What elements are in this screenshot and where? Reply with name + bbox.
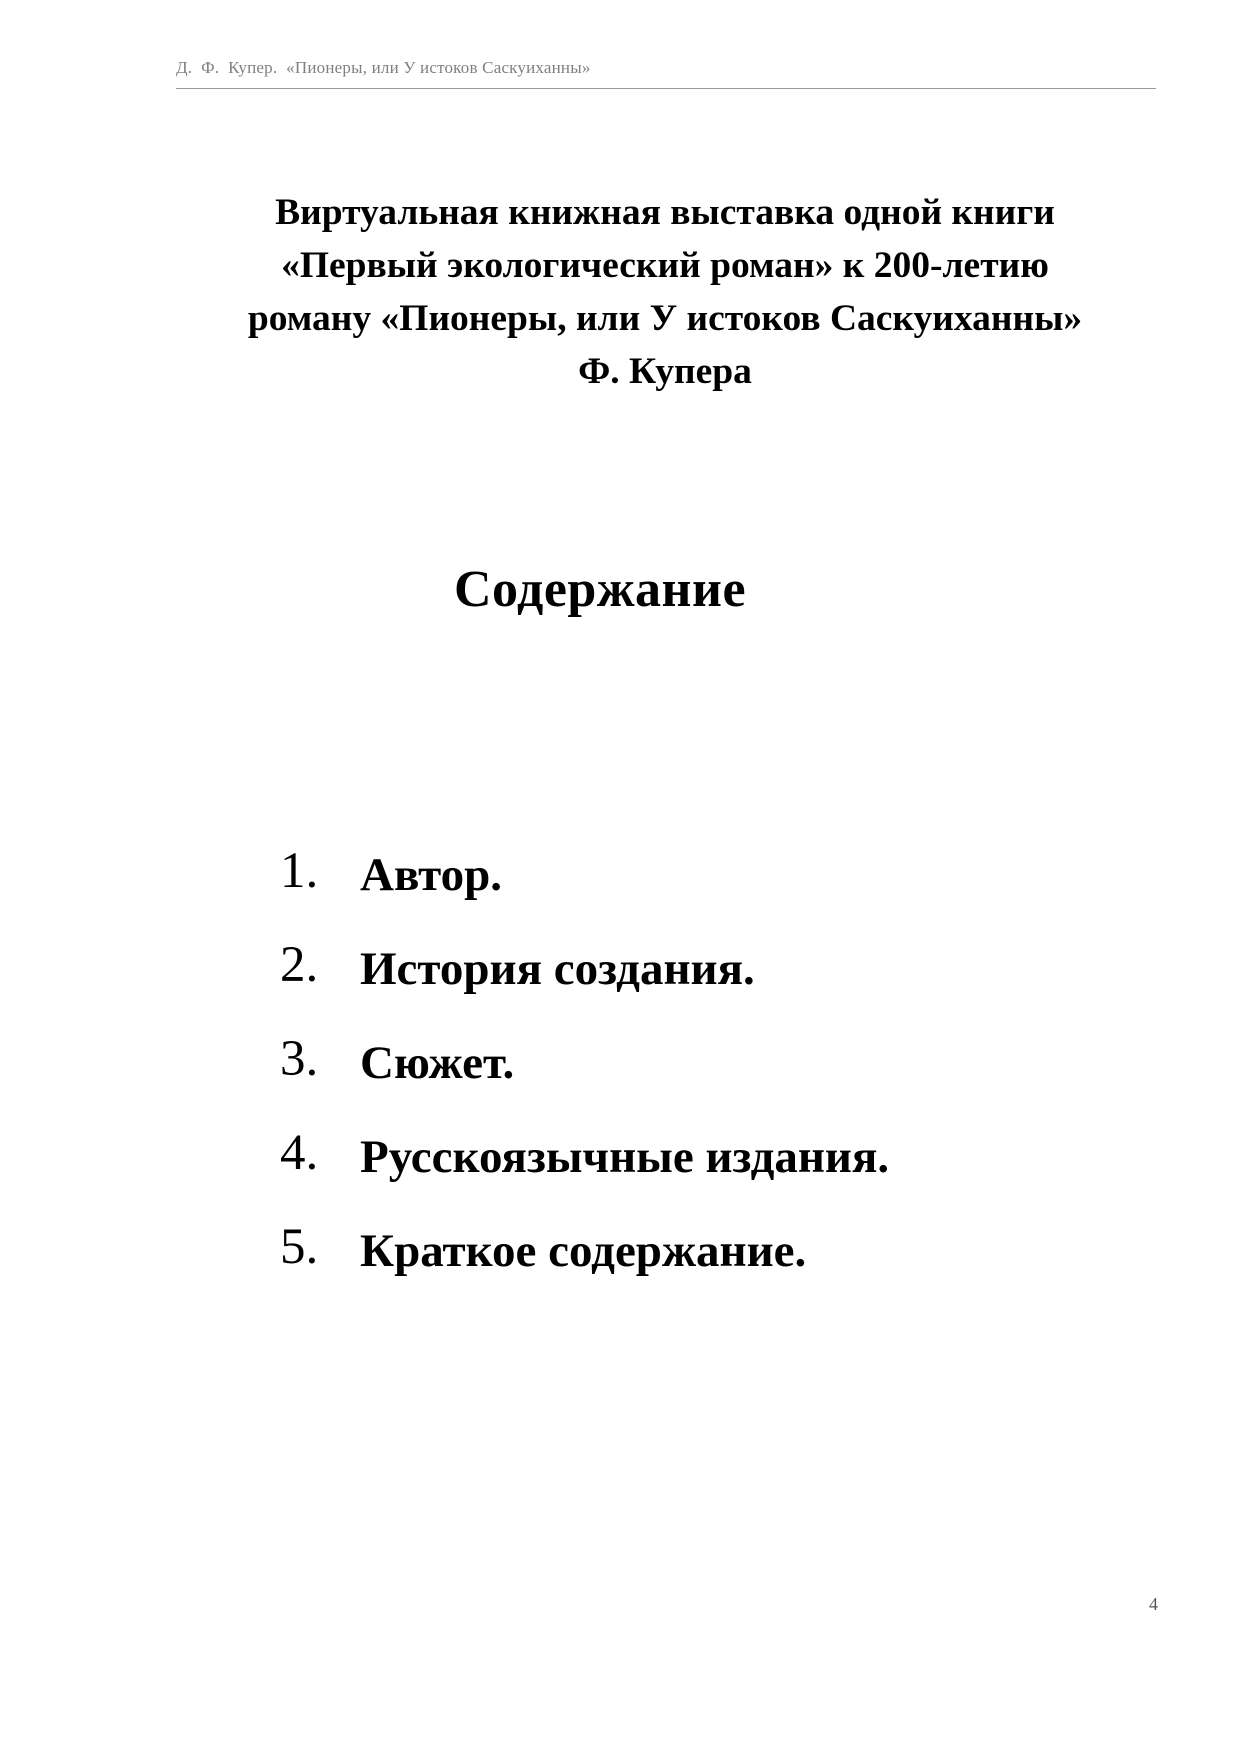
toc-item xyxy=(280,1124,1160,1218)
title-line: роману «Пионеры, или У истоков Саскуиханны» xyxy=(247,298,1083,339)
toc-item xyxy=(280,936,1160,1030)
toc-item-label: Русскоязычные издания. xyxy=(360,1131,890,1183)
toc-item-label: Краткое содержание. xyxy=(360,1225,807,1277)
page-number: 4 xyxy=(1149,1594,1158,1614)
toc-item xyxy=(280,842,1160,936)
document-title xyxy=(150,186,1180,398)
toc-heading: Содержание xyxy=(453,561,747,618)
toc-item-label: Автор. xyxy=(360,849,503,901)
toc-item-number: 4. xyxy=(280,1125,319,1181)
header-divider xyxy=(176,88,1156,89)
title-line: Ф. Купера xyxy=(578,351,752,392)
title-line: «Первый экологический роман» к 200-летию xyxy=(281,245,1049,286)
toc-item-number: 5. xyxy=(280,1219,319,1275)
toc-item-number: 3. xyxy=(280,1031,319,1087)
toc-item-label: История создания. xyxy=(360,943,755,995)
title-line: Виртуальная книжная выставка одной книги xyxy=(275,192,1055,233)
toc-item xyxy=(280,1218,1160,1312)
toc-item-label: Сюжет. xyxy=(360,1037,515,1089)
toc-item-number: 2. xyxy=(280,937,319,993)
running-header: Д. Ф. Купер. «Пионеры, или У истоков Саскуиханны» xyxy=(176,58,591,77)
toc-item-number: 1. xyxy=(280,843,319,899)
toc-item xyxy=(280,1030,1160,1124)
toc-list xyxy=(280,842,1160,1312)
